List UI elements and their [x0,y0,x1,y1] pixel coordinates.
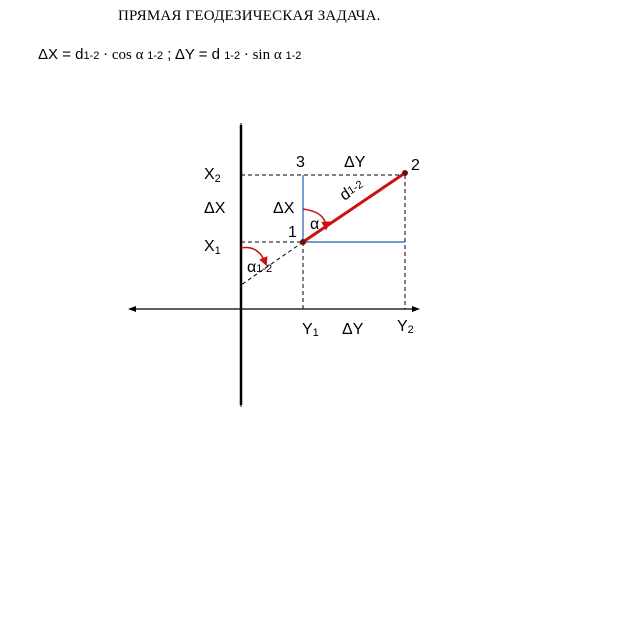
formula-dy-func-sub: 1-2 [285,50,302,62]
distance-label: d1-2 [337,178,366,205]
delta-y-bottom-label: ΔY [342,321,364,338]
formula-dx-func: · cos α [99,47,148,63]
x1-label: X1 [204,238,221,257]
formula-separator: ; [163,46,175,63]
point-2-label: 2 [411,157,420,174]
delta-x-inner-label: ΔX [273,200,295,217]
delta-y-top-label: ΔY [344,154,366,171]
delta-x-left-label: ΔX [204,200,226,217]
formula-dx-lhs: ΔX = d [38,46,84,63]
y2-label: Y2 [397,318,414,336]
x2-label: X2 [204,166,221,185]
point-2-marker [402,170,408,176]
point-1-marker [300,239,306,245]
y-axis-right-arrow [412,306,420,312]
alpha-direction-label: α1-2 [247,259,273,276]
y-axis-left-arrow [128,306,136,312]
page-title: ПРЯМАЯ ГЕОДЕЗИЧЕСКАЯ ЗАДАЧА. [118,8,381,24]
formula-dy-sub: 1-2 [224,50,241,62]
point-3-label: 3 [296,154,305,171]
point-1-label: 1 [288,224,297,241]
alpha-label: α [310,216,320,233]
formula-dy-lhs: ΔY = d [174,46,225,63]
formula-dx-sub: 1-2 [83,50,100,62]
y1-label: Y1 [302,321,319,339]
formula-dx-func-sub: 1-2 [147,50,164,62]
formula-dy-func: · sin α [240,47,286,63]
